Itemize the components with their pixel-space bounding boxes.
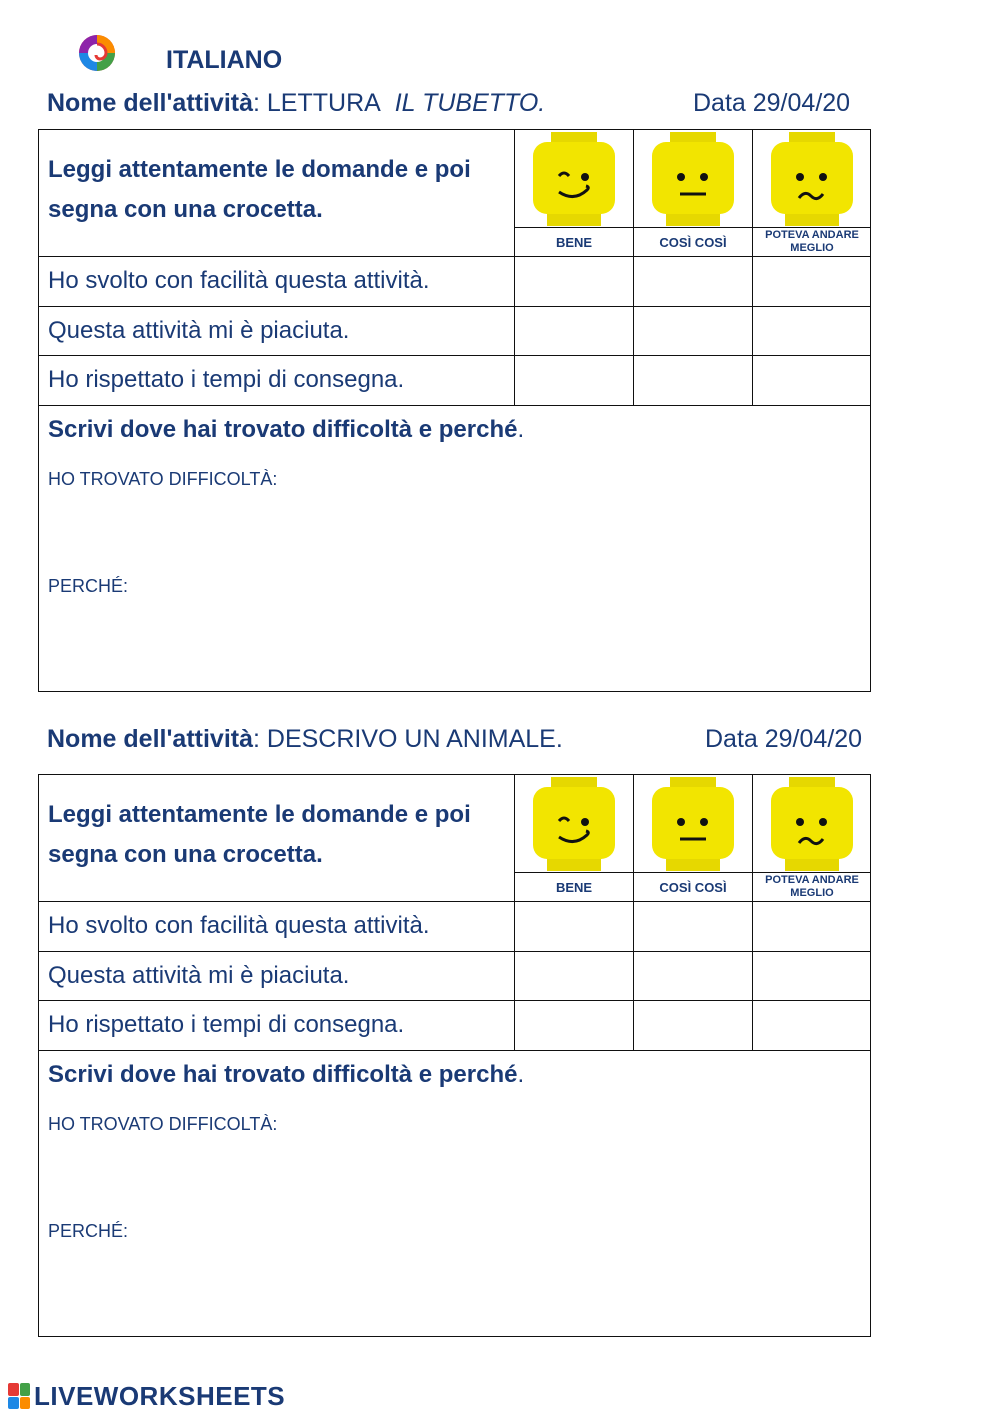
checkbox-cosi-cosi[interactable]	[634, 307, 752, 355]
difficulty-label: HO TROVATO DIFFICOLTÀ:	[48, 469, 278, 489]
checkbox-poteva-andare-meglio[interactable]	[753, 902, 871, 951]
table-row	[39, 256, 870, 306]
rating-label-poteva-andare-meglio: POTEVA ANDARE MEGLIO	[765, 874, 859, 899]
checkbox-cosi-cosi[interactable]	[634, 902, 752, 951]
rating-column-poteva-andare-meglio	[753, 130, 871, 256]
worried-face-icon	[767, 777, 857, 871]
statement-text: Questa attività mi è piaciuta.	[48, 317, 350, 344]
statement-text: Questa attività mi è piaciuta.	[48, 962, 350, 989]
checkbox-cosi-cosi[interactable]	[634, 257, 752, 306]
neutral-face-icon	[648, 132, 738, 226]
table-row	[39, 951, 870, 1000]
activity-name-line: Nome dell'attività: LETTURA IL TUBETTO.	[47, 89, 546, 117]
checkbox-bene[interactable]	[515, 356, 633, 405]
checkbox-cosi-cosi[interactable]	[634, 356, 752, 405]
statement-text: Ho rispettato i tempi di consegna.	[48, 1011, 405, 1038]
write-title: Scrivi dove hai trovato difficoltà e perché.	[48, 416, 525, 443]
footer-brand-text: LIVEWORKSHEETS	[34, 1380, 286, 1411]
instruction-text: Leggi attentamente le domande e poi segna con una crocetta.	[48, 801, 471, 868]
happy-face-icon	[529, 777, 619, 871]
checkbox-poteva-andare-meglio[interactable]	[753, 1001, 871, 1050]
why-label: PERCHÉ:	[48, 1221, 129, 1241]
rating-column-bene	[515, 130, 633, 256]
checkbox-bene[interactable]	[515, 952, 633, 1000]
checkbox-cosi-cosi[interactable]	[634, 1001, 752, 1050]
activity-name-line: Nome dell'attività: DESCRIVO UN ANIMALE.	[47, 725, 563, 753]
self-assessment-table	[38, 129, 871, 692]
rating-column-bene	[515, 775, 633, 901]
neutral-face-icon	[648, 777, 738, 871]
table-row	[39, 355, 870, 405]
instruction-text: Leggi attentamente le domande e poi segna con una crocetta.	[48, 156, 471, 223]
why-label: PERCHÉ:	[48, 576, 129, 596]
difficulty-label: HO TROVATO DIFFICOLTÀ:	[48, 1114, 278, 1134]
rating-label-bene: BENE	[555, 879, 593, 895]
table-header-row	[39, 775, 870, 901]
worried-face-icon	[767, 132, 857, 226]
activity-date: Data 29/04/20	[693, 89, 851, 117]
rating-label-poteva-andare-meglio: POTEVA ANDARE MEGLIO	[765, 229, 859, 254]
write-area[interactable]	[39, 405, 870, 691]
rating-column-poteva-andare-meglio	[753, 775, 871, 901]
happy-face-icon	[529, 132, 619, 226]
checkbox-poteva-andare-meglio[interactable]	[753, 307, 871, 355]
activity-date: Data 29/04/20	[705, 725, 863, 753]
statement-text: Ho svolto con facilità questa attività.	[48, 912, 430, 939]
rating-column-cosi-cosi	[634, 775, 752, 901]
table-row	[39, 901, 870, 951]
checkbox-bene[interactable]	[515, 902, 633, 951]
table-header-row	[39, 130, 870, 256]
activity-name-value: LETTURA	[266, 89, 381, 117]
checkbox-poteva-andare-meglio[interactable]	[753, 952, 871, 1000]
footer-brand	[8, 1381, 285, 1411]
rating-column-cosi-cosi	[634, 130, 752, 256]
rating-label-cosi-cosi: COSÌ COSÌ	[659, 234, 727, 250]
checkbox-poteva-andare-meglio[interactable]	[753, 257, 871, 306]
write-title: Scrivi dove hai trovato difficoltà e perché.	[48, 1061, 525, 1088]
statement-text: Ho rispettato i tempi di consegna.	[48, 366, 405, 393]
rating-label-cosi-cosi: COSÌ COSÌ	[659, 879, 727, 895]
checkbox-bene[interactable]	[515, 257, 633, 306]
activity-name-label: Nome dell'attività	[47, 89, 253, 117]
activity-name-value: DESCRIVO UN ANIMALE.	[266, 725, 563, 753]
table-row	[39, 1000, 870, 1050]
spiral-logo-icon	[78, 34, 116, 72]
checkbox-bene[interactable]	[515, 1001, 633, 1050]
statement-text: Ho svolto con facilità questa attività.	[48, 267, 430, 294]
liveworksheets-logo-icon	[8, 1383, 30, 1409]
checkbox-bene[interactable]	[515, 307, 633, 355]
table-row	[39, 306, 870, 355]
rating-label-bene: BENE	[555, 234, 593, 250]
self-assessment-table	[38, 774, 871, 1337]
activity-name-label: Nome dell'attività	[47, 725, 253, 753]
activity-name-title: IL TUBETTO.	[394, 89, 546, 117]
subject-title: ITALIANO	[166, 46, 283, 74]
write-area[interactable]	[39, 1050, 870, 1336]
checkbox-poteva-andare-meglio[interactable]	[753, 356, 871, 405]
checkbox-cosi-cosi[interactable]	[634, 952, 752, 1000]
